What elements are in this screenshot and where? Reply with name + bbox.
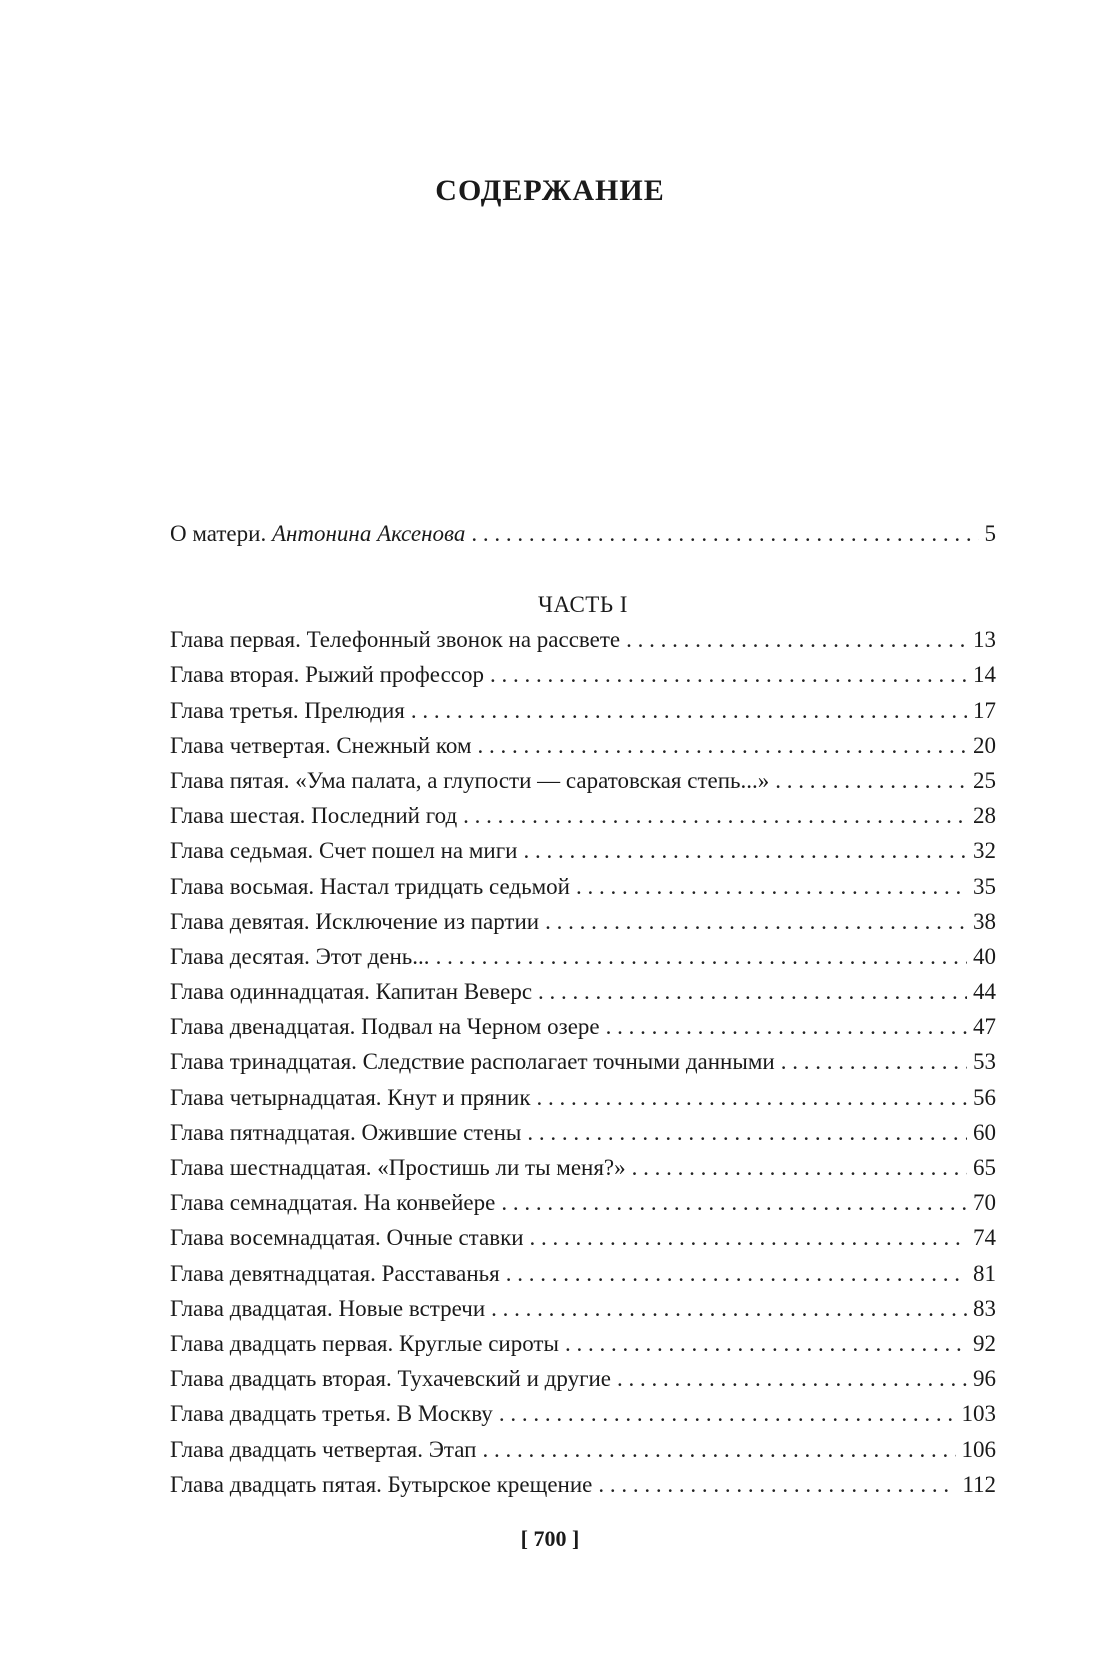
toc-entry bbox=[170, 1467, 996, 1502]
toc-entry-page: 81 bbox=[973, 1260, 996, 1286]
toc-entry-title: Глава двадцать четвертая. Этап bbox=[170, 1436, 477, 1462]
toc-entry-page: 47 bbox=[973, 1014, 996, 1040]
dot-leader bbox=[530, 1220, 967, 1255]
toc-entry bbox=[170, 1080, 996, 1115]
toc-entry-title bbox=[170, 516, 465, 551]
toc-entry bbox=[170, 1115, 996, 1150]
toc-entry bbox=[170, 1396, 996, 1431]
dot-leader bbox=[632, 1150, 967, 1185]
toc-entry-page: 92 bbox=[973, 1330, 996, 1356]
toc-entry-page: 25 bbox=[973, 767, 996, 793]
dot-leader bbox=[499, 1396, 956, 1431]
toc-entry-title: Глава двадцать вторая. Тухачевский и другие bbox=[170, 1366, 612, 1392]
dot-leader bbox=[523, 833, 967, 868]
dot-leader bbox=[501, 1185, 967, 1220]
folio-close-bracket: ] bbox=[572, 1526, 580, 1551]
dot-leader bbox=[626, 622, 967, 657]
intro-title: О матери. bbox=[170, 521, 267, 546]
toc-entry bbox=[170, 1256, 996, 1291]
dot-leader bbox=[471, 516, 978, 551]
toc-entry-title: Глава первая. Телефонный звонок на рассвете bbox=[170, 627, 621, 653]
toc-entry-title: Глава пятая. «Ума палата, а глупости — саратовская степь...» bbox=[170, 767, 770, 793]
dot-leader bbox=[482, 1432, 955, 1467]
toc-entry bbox=[170, 693, 996, 728]
dot-leader bbox=[781, 1044, 967, 1079]
toc-entry-title: Глава седьмая. Счет пошел на миги bbox=[170, 838, 518, 864]
toc-entry-title: Глава восьмая. Настал тридцать седьмой bbox=[170, 873, 570, 899]
toc-entry-page: 44 bbox=[973, 979, 996, 1005]
toc-entry-title: Глава двадцать пятая. Бутырское крещение bbox=[170, 1471, 593, 1497]
dot-leader bbox=[506, 1256, 967, 1291]
toc-entry bbox=[170, 1220, 996, 1255]
chapter-list bbox=[170, 622, 996, 1502]
toc-entry-page: 106 bbox=[961, 1436, 996, 1462]
toc-entry-title: Глава девятнадцатая. Расставанья bbox=[170, 1260, 500, 1286]
toc-entry bbox=[170, 1361, 996, 1396]
toc-entry-page: 5 bbox=[984, 521, 996, 546]
toc-entry-intro bbox=[170, 516, 996, 551]
toc-entry-title: Глава вторая. Рыжий профессор bbox=[170, 662, 485, 688]
toc-entry-title: Глава одиннадцатая. Капитан Веверс bbox=[170, 979, 533, 1005]
toc-entry-title: Глава четырнадцатая. Кнут и пряник bbox=[170, 1084, 531, 1110]
toc-entry-title: Глава десятая. Этот день... bbox=[170, 943, 430, 969]
toc-entry bbox=[170, 974, 996, 1009]
toc-entry-page: 70 bbox=[973, 1190, 996, 1216]
toc-entry bbox=[170, 1009, 996, 1044]
toc-entry-page: 13 bbox=[973, 627, 996, 653]
toc-entry bbox=[170, 869, 996, 904]
toc-entry-title: Глава шестая. Последний год bbox=[170, 803, 458, 829]
dot-leader bbox=[775, 763, 967, 798]
dot-leader bbox=[565, 1326, 967, 1361]
dot-leader bbox=[617, 1361, 967, 1396]
toc-entry-title: Глава двадцать первая. Круглые сироты bbox=[170, 1330, 559, 1356]
table-of-contents bbox=[170, 516, 996, 1502]
toc-entry-page: 40 bbox=[973, 943, 996, 969]
toc-entry bbox=[170, 904, 996, 939]
toc-entry-title: Глава четвертая. Снежный ком bbox=[170, 732, 472, 758]
toc-entry-page: 28 bbox=[973, 803, 996, 829]
folio-open-bracket: [ bbox=[520, 1526, 528, 1551]
toc-entry bbox=[170, 763, 996, 798]
dot-leader bbox=[527, 1115, 967, 1150]
page-number bbox=[0, 1526, 1100, 1552]
toc-entry-title: Глава пятнадцатая. Ожившие стены bbox=[170, 1119, 522, 1145]
toc-entry bbox=[170, 1432, 996, 1467]
toc-entry-page: 20 bbox=[973, 732, 996, 758]
toc-entry-title: Глава шестнадцатая. «Простишь ли ты меня?» bbox=[170, 1155, 626, 1180]
toc-entry-title: Глава двадцать третья. В Москву bbox=[170, 1401, 493, 1427]
dot-leader bbox=[545, 904, 967, 939]
toc-entry-page: 96 bbox=[973, 1366, 996, 1392]
dot-leader bbox=[538, 974, 967, 1009]
page-title: СОДЕРЖАНИЕ bbox=[435, 174, 665, 207]
toc-entry-page: 65 bbox=[973, 1155, 996, 1180]
toc-entry-page: 53 bbox=[973, 1049, 996, 1075]
toc-entry-page: 83 bbox=[973, 1295, 996, 1321]
toc-entry-title: Глава восемнадцатая. Очные ставки bbox=[170, 1225, 524, 1251]
dot-leader bbox=[463, 798, 967, 833]
toc-entry bbox=[170, 833, 996, 868]
dot-leader bbox=[598, 1467, 956, 1502]
toc-entry-title: Глава семнадцатая. На конвейере bbox=[170, 1190, 496, 1216]
dot-leader bbox=[436, 939, 967, 974]
toc-entry bbox=[170, 728, 996, 763]
dot-leader bbox=[491, 1291, 967, 1326]
dot-leader bbox=[411, 693, 967, 728]
toc-entry-title: Глава тринадцатая. Следствие располагает точными данными bbox=[170, 1049, 775, 1075]
intro-author: Антонина Аксенова bbox=[271, 521, 466, 546]
toc-entry bbox=[170, 622, 996, 657]
toc-entry-page: 32 bbox=[973, 838, 996, 864]
toc-entry-page: 112 bbox=[962, 1471, 996, 1497]
dot-leader bbox=[606, 1009, 967, 1044]
folio-number: 700 bbox=[533, 1526, 567, 1551]
toc-entry-page: 14 bbox=[973, 662, 996, 688]
toc-entry-page: 38 bbox=[973, 908, 996, 934]
toc-entry-title: Глава девятая. Исключение из партии bbox=[170, 908, 540, 934]
toc-entry bbox=[170, 798, 996, 833]
toc-entry-title: Глава двадцатая. Новые встречи bbox=[170, 1295, 486, 1321]
toc-entry bbox=[170, 939, 996, 974]
toc-entry bbox=[170, 1150, 996, 1185]
toc-entry-page: 103 bbox=[961, 1401, 996, 1427]
toc-entry bbox=[170, 1326, 996, 1361]
dot-leader bbox=[576, 869, 967, 904]
toc-entry bbox=[170, 1185, 996, 1220]
toc-entry-page: 56 bbox=[973, 1084, 996, 1110]
part-heading: ЧАСТЬ I bbox=[538, 592, 628, 618]
toc-entry-page: 74 bbox=[973, 1225, 996, 1251]
dot-leader bbox=[478, 728, 967, 763]
toc-entry-page: 60 bbox=[973, 1119, 996, 1145]
dot-leader bbox=[537, 1080, 968, 1115]
toc-entry bbox=[170, 657, 996, 692]
dot-leader bbox=[490, 657, 967, 692]
toc-entry bbox=[170, 1291, 996, 1326]
toc-entry bbox=[170, 1044, 996, 1079]
toc-entry-title: Глава третья. Прелюдия bbox=[170, 697, 405, 723]
toc-entry-page: 17 bbox=[973, 697, 996, 723]
toc-entry-title: Глава двенадцатая. Подвал на Черном озере bbox=[170, 1014, 600, 1040]
toc-entry-page: 35 bbox=[973, 873, 996, 899]
